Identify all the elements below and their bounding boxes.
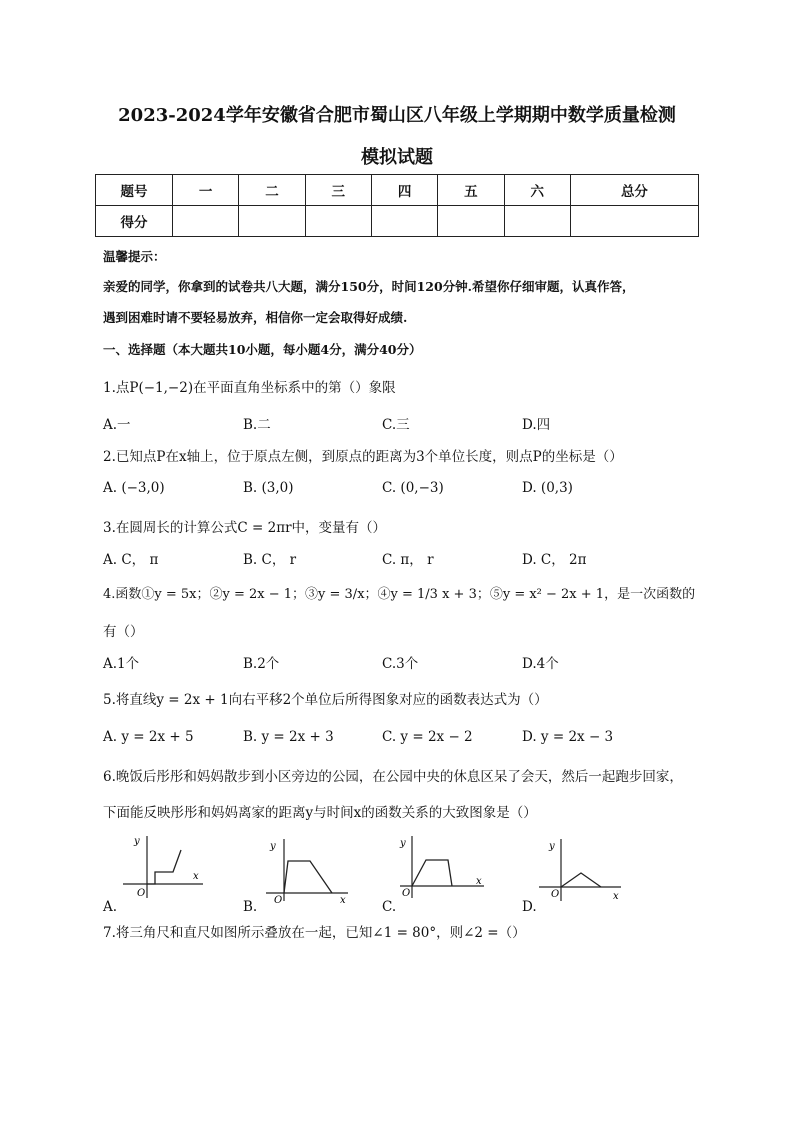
q1-option-a[interactable]: A.一 <box>103 417 131 433</box>
origin-label: O <box>274 895 283 905</box>
origin-label: O <box>402 888 411 899</box>
axis-x-label: x <box>193 871 199 882</box>
score-cell[interactable] <box>504 206 570 237</box>
question-3: 3.在圆周长的计算公式C = 2πr中，变量有（） <box>103 520 387 536</box>
score-header-cell: 三 <box>305 175 371 206</box>
q4-option-b[interactable]: B.2个 <box>243 656 280 672</box>
score-table-score-row <box>96 206 699 237</box>
q4-option-d[interactable]: D.4个 <box>522 656 559 672</box>
q4-option-a[interactable]: A.1个 <box>103 656 140 672</box>
q6-option-c[interactable]: C. <box>382 899 397 915</box>
q1-option-d[interactable]: D.四 <box>522 417 551 433</box>
question-6-line-2: 下面能反映彤彤和妈妈离家的距离y与时间x的函数关系的大致图象是（） <box>103 805 537 821</box>
axis-y-label: y <box>270 841 276 852</box>
section-title-choice: 一、选择题（本大题共10小题，每小题4分，满分40分） <box>103 342 422 357</box>
tip-label: 温馨提示： <box>103 249 166 264</box>
q1-option-b[interactable]: B.二 <box>243 417 271 433</box>
exam-title-line2: 模拟试题 <box>361 147 433 168</box>
score-header-cell: 总分 <box>570 175 698 206</box>
question-7: 7.将三角尺和直尺如图所示叠放在一起，已知∠1 = 80°，则∠2 =（） <box>103 925 526 941</box>
graph-d-curve <box>561 873 601 887</box>
q2-option-a[interactable]: A. (−3,0) <box>103 480 165 496</box>
axis-x-label: x <box>613 891 619 902</box>
q6-graph-b[interactable] <box>262 835 352 905</box>
axis-x-label: x <box>476 876 482 887</box>
q3-option-b[interactable]: B. C， r <box>243 552 297 568</box>
exam-title-line1: 2023-2024学年安徽省合肥市蜀山区八年级上学期期中数学质量检测 <box>118 105 676 126</box>
q1-option-c[interactable]: C.三 <box>382 417 410 433</box>
q6-graph-d[interactable] <box>535 835 625 905</box>
score-header-cell: 二 <box>239 175 305 206</box>
tip-line-1: 亲爱的同学，你拿到的试卷共八大题，满分150分，时间120分钟.希望你仔细审题，认真作答， <box>103 279 635 294</box>
question-2: 2.已知点P在x轴上，位于原点左侧，到原点的距离为3个单位长度，则点P的坐标是（） <box>103 449 623 465</box>
score-table-header-row <box>96 175 699 206</box>
axis-y-label: y <box>400 838 406 849</box>
q6-option-d[interactable]: D. <box>522 899 537 915</box>
axis-x-label: x <box>340 895 346 905</box>
score-header-cell: 六 <box>504 175 570 206</box>
q2-option-d[interactable]: D. (0,3) <box>522 480 573 496</box>
q6-option-b[interactable]: B. <box>243 899 258 915</box>
tip-line-2: 遇到困难时请不要轻易放弃，相信你一定会取得好成绩. <box>103 310 408 325</box>
score-cell[interactable] <box>305 206 371 237</box>
q6-graph-a[interactable] <box>115 832 205 902</box>
score-cell[interactable] <box>570 206 698 237</box>
q6-option-a[interactable]: A. <box>103 899 118 915</box>
q4-option-c[interactable]: C.3个 <box>382 656 419 672</box>
q5-option-d[interactable]: D. y = 2x − 3 <box>522 729 614 745</box>
q3-option-c[interactable]: C. π， r <box>382 552 434 568</box>
axis-y-label: y <box>134 836 140 847</box>
score-header-cell: 一 <box>173 175 239 206</box>
question-4-continued: 有（） <box>103 624 144 640</box>
score-header-cell: 四 <box>371 175 437 206</box>
axis-y-label: y <box>549 841 555 852</box>
score-header-cell: 五 <box>438 175 504 206</box>
question-1: 1.点P(−1,−2)在平面直角坐标系中的第（）象限 <box>103 380 396 396</box>
score-row-label: 得分 <box>96 206 173 237</box>
graph-b-curve <box>284 861 332 893</box>
graph-c-curve <box>412 860 452 886</box>
origin-label: O <box>137 888 146 899</box>
question-5: 5.将直线y = 2x + 1向右平移2个单位后所得图象对应的函数表达式为（） <box>103 692 548 708</box>
question-4: 4.函数①y = 5x；②y = 2x − 1；③y = 3/x；④y = 1/3 x + 3；⑤y = x² − 2x + 1，是一次函数的 <box>103 587 696 602</box>
question-6-line-1: 6.晚饭后彤彤和妈妈散步到小区旁边的公园，在公园中央的休息区呆了会天，然后一起跑步回家， <box>103 769 683 785</box>
score-cell[interactable] <box>438 206 504 237</box>
score-header-cell: 题号 <box>96 175 173 206</box>
graph-a-curve <box>147 850 181 884</box>
score-cell[interactable] <box>239 206 305 237</box>
q5-option-a[interactable]: A. y = 2x + 5 <box>103 729 194 745</box>
q2-option-c[interactable]: C. (0,−3) <box>382 480 444 496</box>
q3-option-a[interactable]: A. C， π <box>103 552 159 568</box>
score-cell[interactable] <box>371 206 437 237</box>
q2-option-b[interactable]: B. (3,0) <box>243 480 294 496</box>
origin-label: O <box>551 889 560 900</box>
q5-option-c[interactable]: C. y = 2x − 2 <box>382 729 473 745</box>
q6-graph-c[interactable] <box>396 832 486 902</box>
score-cell[interactable] <box>173 206 239 237</box>
q3-option-d[interactable]: D. C， 2π <box>522 552 587 568</box>
score-table <box>95 174 699 237</box>
q5-option-b[interactable]: B. y = 2x + 3 <box>243 729 334 745</box>
